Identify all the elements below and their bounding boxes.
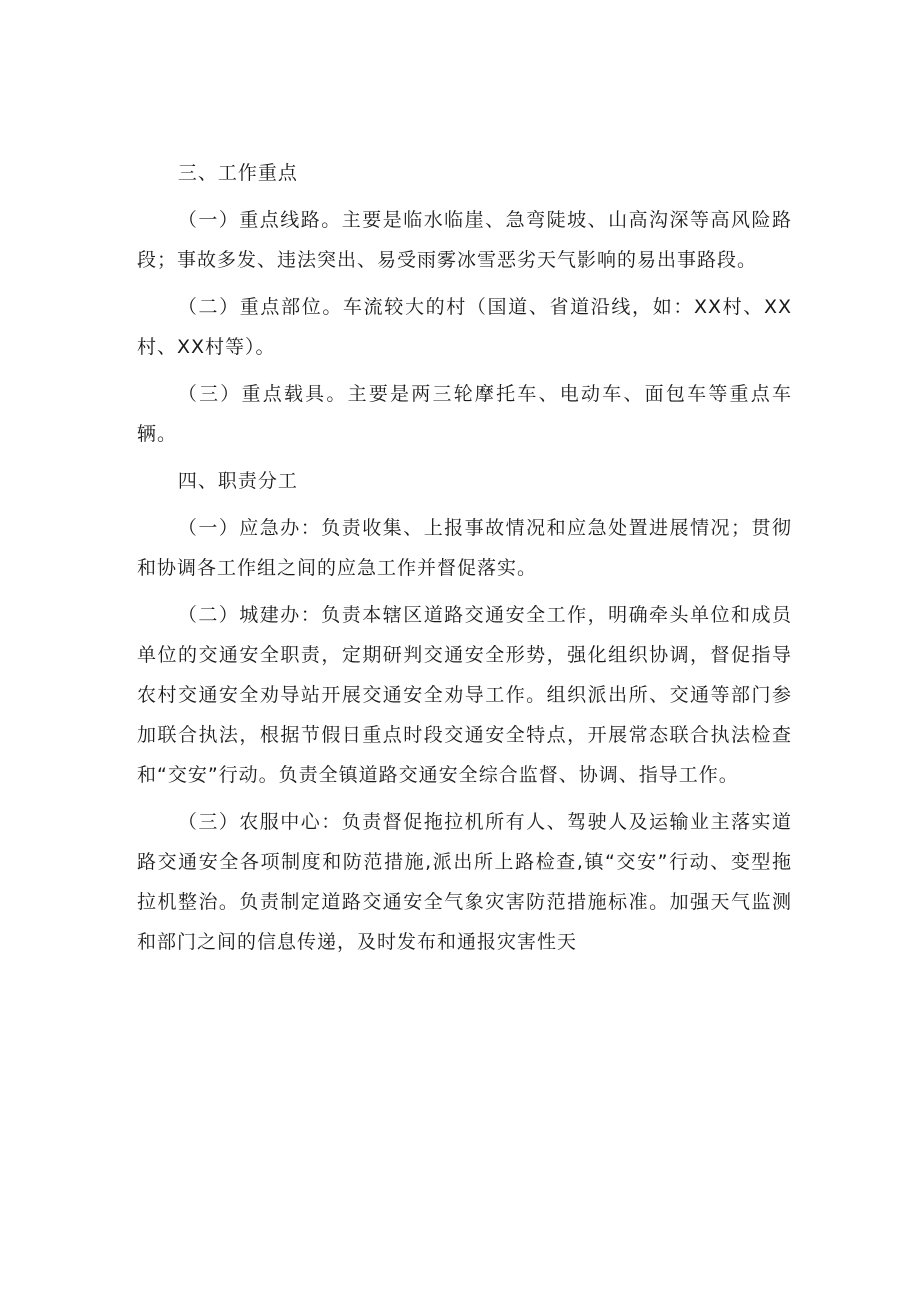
section-3-item-3: （三）重点载具。主要是两三轮摩托车、电动车、面包车等重点车辆。 <box>137 383 792 445</box>
section-4-heading: 四、职责分工 <box>177 470 298 492</box>
section-4-item-3: （三）农服中心：负责督促拖拉机所有人、驾驶人及运输业主落实道路交通安全各项制度和防范措施,派出所上路检查,镇“交安”行动、变型拖拉机整治。负责制定道路交通安全气象灾害防范措施标准。加强天气监测和部门之间的信息传递，及时发布和通报灾害性天 <box>137 811 792 953</box>
section-3-item-2: （二）重点部位。车流较大的村（国道、省道沿线，如：XX村、XX村、XX村等）。 <box>137 296 792 358</box>
section-3-item-1: （一）重点线路。主要是临水临崖、急弯陡坡、山高沟深等高风险路段；事故多发、违法突出、易受雨雾冰雪恶劣天气影响的易出事路段。 <box>137 209 792 271</box>
section-4-item-1: （一）应急办：负责收集、上报事故情况和应急处置进展情况；贯彻和协调各工作组之间的应急工作并督促落实。 <box>137 517 792 579</box>
document-body <box>137 153 792 969</box>
section-4-item-2: （二）城建办：负责本辖区道路交通安全工作，明确牵头单位和成员单位的交通安全职责，定期研判交通安全形势，强化组织协调，督促指导农村交通安全劝导站开展交通安全劝导工作。组织派出所、交通等部门参加联合执法，根据节假日重点时段交通安全特点，开展常态联合执法检查和“交安”行动。负责全镇道路交通安全综合监督、协调、指导工作。 <box>137 604 792 786</box>
section-3-heading: 三、工作重点 <box>177 162 298 184</box>
